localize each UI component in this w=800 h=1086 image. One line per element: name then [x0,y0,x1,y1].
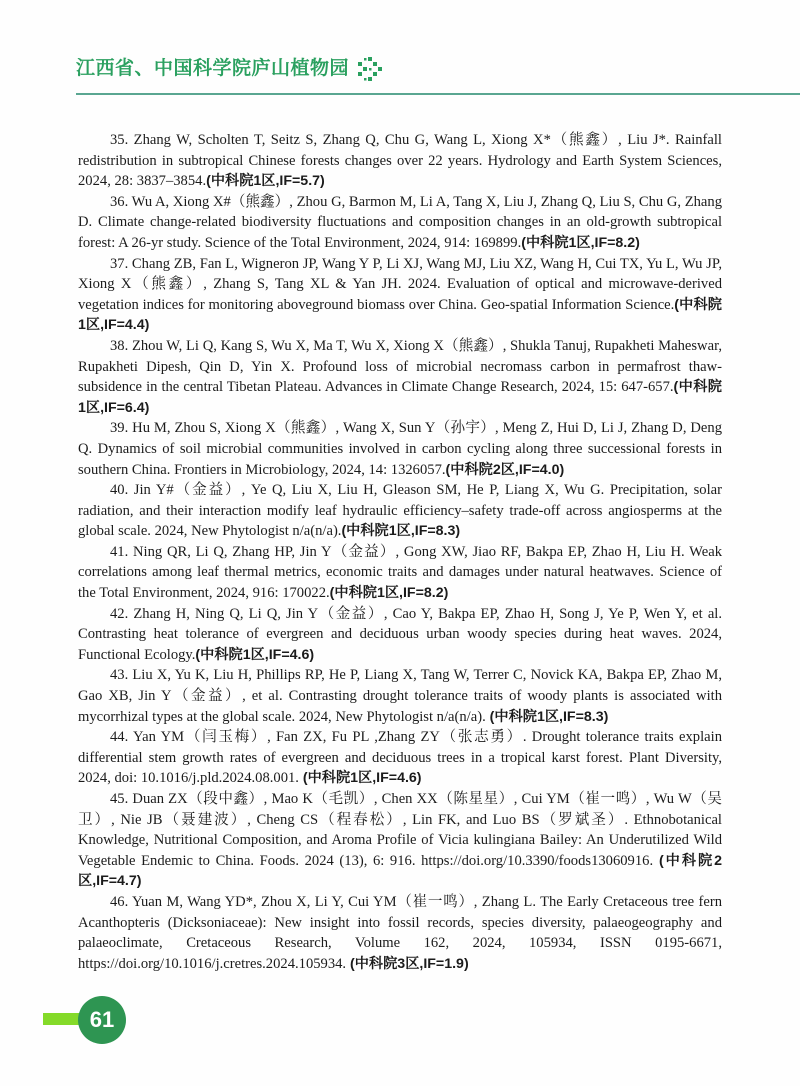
reference-cas-division-annotation: (中科院2区,IF=4.7) [78,852,723,890]
reference-text: 37. Chang ZB, Fan L, Wigneron JP, Wang Y P, Li XJ, Wang MJ, Liu XZ, Wang H, Cui TX, Yu L, Wu JP, Xiong X（熊鑫）, Zhang S, Tang XL & Yan JH. 2024. Evaluation of optical and microwave-derived vegetation indices for monitoring aboveground biomass over China. Geo-spatial Information Science. [78,255,722,313]
reference-cas-division-annotation: (中科院1区,IF=4.4) [78,296,722,334]
header-title-row [76,56,383,82]
reference-cas-division-annotation: (中科院1区,IF=4.6) [195,646,315,663]
reference-text: 36. Wu A, Xiong X#（熊鑫）, Zhou G, Barmon M, Li A, Tang X, Liu J, Zhang Q, Liu S, Chu G, Zhang D. Climate change-related biodiversity fluctuations and composition changes in an old-growth subtropical forest: A 26-yr study. Science of the Total Environment, 2024, 914: 169899. [78,193,722,251]
reference-item [78,192,722,254]
reference-text: 38. Zhou W, Li Q, Kang S, Wu X, Ma T, Wu X, Xiong X（熊鑫）, Shukla Tanuj, Rupakheti Maheswar, Rupakheti Dipesh, Qin D, Yin X. Profound loss of microbial necromass carbon in permafrost thaw-subsidence in the central Tibetan Plateau. Advances in Climate Change Research, 2024, 15: 647-657. [78,337,722,396]
reference-cas-division-annotation: (中科院1区,IF=8.3) [485,708,609,725]
reference-cas-division-annotation: (中科院1区,IF=8.2) [329,585,449,602]
reference-cas-division-annotation: (中科院3区,IF=1.9) [346,955,469,972]
reference-item [78,418,722,480]
reference-cas-division-annotation: (中科院1区,IF=8.3) [341,523,461,540]
reference-item [78,665,722,727]
reference-text: 45. Duan ZX（段中鑫）, Mao K（毛凯）, Chen XX（陈星星）, Cui YM（崔一鸣）, Wu W（吴卫）, Nie JB（聂建波）, Cheng CS（程春松）, Lin FK, and Luo BS（罗斌圣）. Ethnobotanical Knowledge, Nutritional Composition, and Aroma Profile of Vicia kulingiana Bailey: An Underutilized Wild Vegetable Endemic to China. Foods. 2024 (13), 6: 916. https://doi.org/10.3390/foods13060916. [78,791,722,869]
reference-item [78,789,722,892]
reference-item [78,604,722,666]
page-title: 江西省、中国科学院庐山植物园 [76,58,350,79]
reference-item [78,892,722,974]
page-number: 61 [89,1007,115,1032]
reference-cas-division-annotation: (中科院1区,IF=5.7) [206,173,325,190]
reference-item [78,130,722,192]
reference-text: 39. Hu M, Zhou S, Xiong X（熊鑫）, Wang X, Sun Y（孙宇）, Meng Z, Hui D, Li J, Zhang D, Deng Q. Dynamics of soil microbial communities involved in carbon cycling along three successional forests in southern China. Frontiers in Microbiology, 2024, 14: 1326057. [78,420,722,478]
pixel-double-chevron-icon [358,57,383,82]
reference-text: 43. Liu X, Yu K, Liu H, Phillips RP, He P, Liang X, Tang W, Terrer C, Novick KA, Bakpa EP, Zhao M, Gao XB, Jin Y（金益）, et al. Contrasting drought tolerance traits of woody plants is associated with mycorrhizal types at the global scale. 2024, New Phytologist n/a(n/a). [78,667,722,725]
reference-text: 44. Yan YM（闫玉梅）, Fan ZX, Fu PL ,Zhang ZY（张志勇）. Drought tolerance traits explain differential stem growth rates of evergreen and deciduous trees in a tropical karst forest. Plant Diversity, 2024, doi: 10.1016/j.pld.2024.08.001. [78,729,722,787]
reference-cas-division-annotation: (中科院1区,IF=6.4) [78,379,722,416]
reference-text: 41. Ning QR, Li Q, Zhang HP, Jin Y（金益）, Gong XW, Jiao RF, Bakpa EP, Zhao H, Liu H. Weak correlations among leaf thermal metrics, economic traits and damages under natural heatwaves. Science of the Total Environment, 2024, 916: 170022. [78,543,722,602]
reference-text: 40. Jin Y#（金益）, Ye Q, Liu X, Liu H, Gleason SM, He P, Liang X, Wu G. Precipitation, solar radiation, and their interaction modify leaf hydraulic efficiency–safety trade-off across angiosperms at the global scale. 2024, New Phytologist n/a(n/a). [78,482,722,540]
header-rule [76,93,800,95]
publication-list [78,130,722,974]
reference-cas-division-annotation: (中科院1区,IF=8.2) [521,234,640,251]
reference-text: 46. Yuan M, Wang YD*, Zhou X, Li Y, Cui YM（崔一鸣）, Zhang L. The Early Cretaceous tree fern Acanthopteris (Dicksoniaceae): New insight into fossil records, species diversity, palaeogeography and palaeoclimate, Cretaceous Research, Volume 162, 2024, 105934, ISSN 0195-6671, https://doi.org/10.1016/j.cretres.2024.105934. [78,893,722,972]
reference-text: 42. Zhang H, Ning Q, Li Q, Jin Y（金益）, Cao Y, Bakpa EP, Zhao H, Song J, Ye P, Wen Y, et al. Contrasting heat tolerance of evergreen and deciduous urban woody species during heat waves. 2024, Functional Ecology. [78,605,722,663]
page-number-badge [78,996,126,1044]
reference-item [78,727,722,789]
reference-item [78,254,722,336]
reference-item [78,542,722,604]
reference-cas-division-annotation: (中科院1区,IF=4.6) [298,770,422,787]
reference-item [78,480,722,542]
reference-item [78,336,722,418]
reference-cas-division-annotation: (中科院2区,IF=4.0) [445,461,565,478]
reference-text: 35. Zhang W, Scholten T, Seitz S, Zhang Q, Chu G, Wang L, Xiong X*（熊鑫）, Liu J*. Rainfall redistribution in subtropical Chinese forests changes over 22 years. Hydrology and Earth System Sciences, 2024, 28: 3837–3854. [78,132,722,190]
